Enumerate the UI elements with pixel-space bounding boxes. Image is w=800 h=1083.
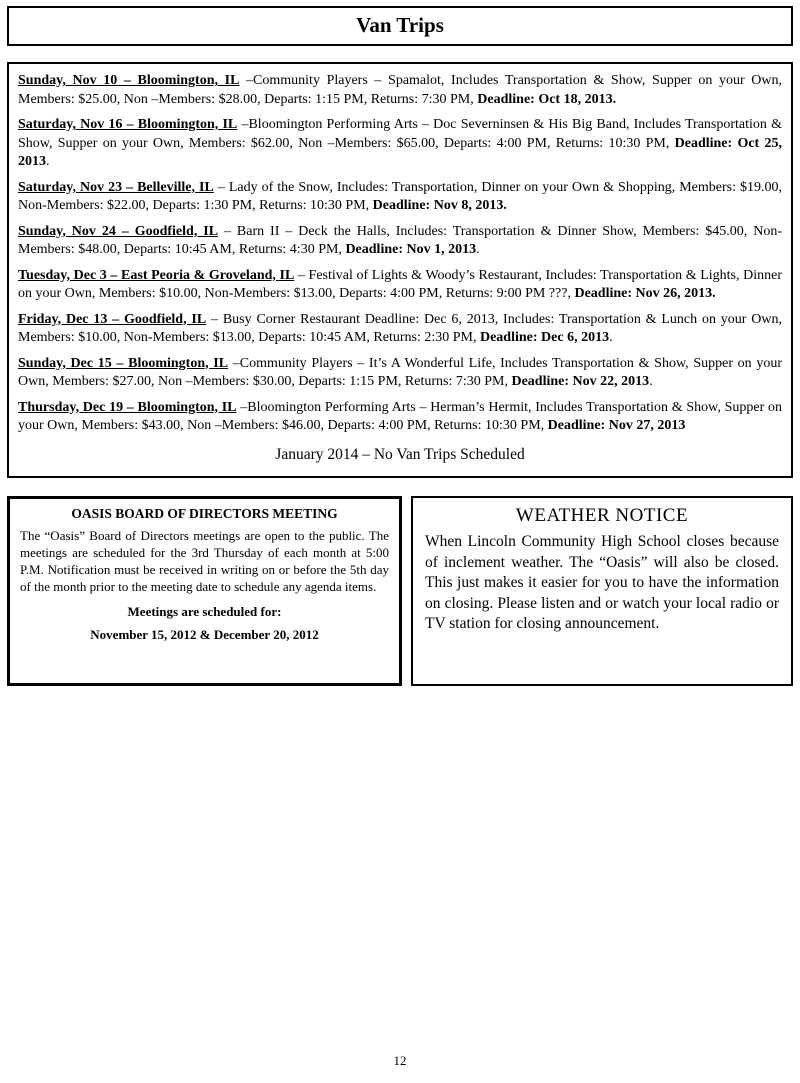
document-page [0, 6, 800, 1083]
trip-deadline: Deadline: Nov 27, 2013 [547, 418, 686, 433]
trip-entry [18, 223, 782, 260]
trip-deadline: Deadline: Oct 18, 2013. [477, 91, 617, 107]
trip-deadline: Deadline: Oct 25, 2013 [18, 135, 782, 169]
meeting-schedule-dates: November 15, 2012 & December 20, 2012 [90, 627, 319, 642]
trip-body: –Bloomington Performing Arts – Doc Severninsen & His Big Band, Includes Transportation & Show, Supper on your Own, Members: $62.00, Non –Members: $65.00, Departs: 4:00 PM, Returns: 10:30 PM, [18, 117, 782, 151]
trip-heading: Sunday, Nov 10 – Bloomington, IL [18, 73, 240, 88]
page-title: Van Trips [356, 13, 444, 37]
meeting-schedule-label: Meetings are scheduled for: [127, 604, 282, 619]
trip-after: . [649, 374, 653, 389]
trip-body: –Community Players – It’s A Wonderful Life, Includes Transportation & Show, Supper on your Own, Members: $27.00, Non –Members: $30.00, Departs: 1:15 PM, Returns: 7:30 PM, [18, 355, 782, 389]
trip-entry [18, 311, 782, 348]
trip-after: . [46, 154, 50, 169]
trip-heading: Friday, Dec 13 – Goodfield, IL [18, 311, 207, 327]
page-title-box [7, 6, 793, 46]
trip-entry [18, 72, 782, 109]
trip-entry [18, 355, 782, 392]
trip-deadline: Deadline: Nov 26, 2013. [574, 286, 716, 301]
board-meeting-body: The “Oasis” Board of Directors meetings are open to the public. The meetings are scheduled for the 3rd Thursday of each month at 5:00 P.M. Notification must be received in writing on or before the 5th day of the month prior to the meeting date to schedule any agenda items. [20, 528, 389, 594]
weather-notice-body: When Lincoln Community High School closes because of inclement weather. The “Oasis” will also be closed. This just makes it easier for you to have the information on closing. Please listen and or watch your local radio or TV station for closing announcement. [425, 533, 779, 632]
board-meeting-box [7, 496, 402, 686]
trip-body: – Barn II – Deck the Halls, Includes: Transportation & Dinner Show, Members: $45.00, Non-Members: $48.00, Departs: 10:45 AM, Returns: 4:30 PM, [18, 223, 783, 257]
van-trips-list [7, 62, 793, 478]
weather-notice-box [411, 496, 793, 686]
page-number: 12 [393, 1053, 407, 1068]
trip-body: –Bloomington Performing Arts – Herman’s Hermit, Includes Transportation & Show, Supper on your Own, Members: $43.00, Non –Members: $46.00, Departs: 4:00 PM, Returns: 10:30 PM, [18, 399, 782, 433]
trip-after: . [609, 330, 613, 345]
trip-heading: Sunday, Dec 15 – Bloomington, IL [18, 355, 229, 371]
board-meeting-title: OASIS BOARD OF DIRECTORS MEETING [71, 506, 338, 521]
trip-after: . [476, 242, 480, 257]
trip-entry [18, 116, 782, 172]
trip-entry [18, 267, 782, 304]
bottom-panels [7, 496, 793, 686]
trip-heading: Saturday, Nov 16 – Bloomington, IL [18, 117, 238, 132]
trip-deadline: Deadline: Nov 22, 2013 [511, 374, 650, 389]
trip-body: –Community Players – Spamalot, Includes Transportation & Show, Supper on your Own, Members: $25.00, Non –Members: $28.00, Departs: 1:15 PM, Returns: 7:30 PM, [18, 73, 782, 107]
trip-body: – Lady of the Snow, Includes: Transportation, Dinner on your Own & Shopping, Members: $19.00, Non-Members: $22.00, Departs: 1:30 PM, Returns: 10:30 PM, [18, 179, 782, 213]
trip-heading: Saturday, Nov 23 – Belleville, IL [18, 179, 214, 195]
no-trips-footer: January 2014 – No Van Trips Scheduled [275, 445, 525, 463]
weather-notice-title: WEATHER NOTICE [515, 505, 689, 526]
trip-heading: Sunday, Nov 24 – Goodfield, IL [18, 223, 219, 239]
trip-entry [18, 399, 782, 436]
trip-deadline: Deadline: Nov 1, 2013 [345, 242, 477, 257]
trip-deadline: Deadline: Nov 8, 2013. [372, 198, 507, 213]
trip-heading: Thursday, Dec 19 – Bloomington, IL [18, 399, 237, 415]
trip-entry [18, 179, 782, 216]
trip-body: – Busy Corner Restaurant Deadline: Dec 6, 2013, Includes: Transportation & Lunch on your Own, Members: $10.00, Non-Members: $13.00, Departs: 10:45 AM, Returns: 2:30 PM, [18, 311, 782, 345]
trip-heading: Tuesday, Dec 3 – East Peoria & Groveland, IL [18, 267, 295, 283]
trip-body: – Festival of Lights & Woody’s Restaurant, Includes: Transportation & Lights, Dinner on your Own, Members: $10.00, Non-Members: $13.00, Departs: 4:00 PM, Returns: 9:00 PM ???, [18, 267, 782, 301]
trip-deadline: Deadline: Dec 6, 2013 [479, 330, 610, 345]
